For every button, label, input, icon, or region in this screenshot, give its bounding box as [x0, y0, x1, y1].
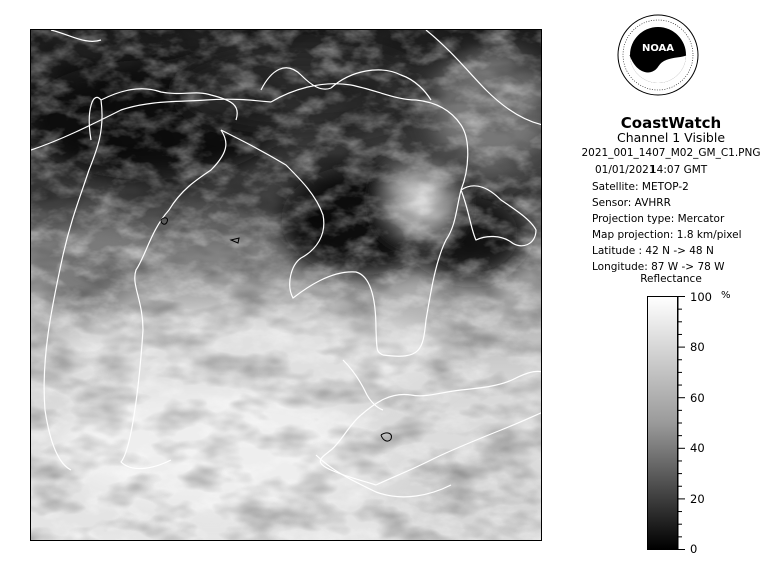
satellite-image	[31, 30, 542, 541]
colorbar-tick-label: 40	[690, 441, 705, 456]
latitude-label: Latitude : 42 N -> 48 N	[592, 245, 714, 257]
longitude-label: Longitude: 87 W -> 78 W	[592, 261, 725, 273]
satellite-label: Satellite: METOP-2	[592, 181, 689, 193]
agency-title: CoastWatch	[620, 114, 722, 132]
colorbar-tick-label: 80	[690, 340, 705, 355]
colorbar-unit: %	[721, 290, 731, 301]
time-label: 14:07 GMT	[650, 164, 708, 176]
colorbar-tick-label: 20	[690, 491, 705, 506]
colorbar-tick-label: 60	[690, 390, 705, 405]
colorbar-title: Reflectance	[640, 273, 702, 285]
colorbar-tick-label: 0	[690, 542, 698, 556]
projection-type-label: Projection type: Mercator	[592, 213, 725, 225]
date-label: 01/01/2021	[595, 164, 656, 176]
noaa-logo-icon	[617, 14, 699, 96]
logo-text: NOAA	[641, 43, 675, 54]
reflectance-colorbar	[647, 296, 678, 550]
colorbar-axis	[678, 296, 686, 550]
colorbar-tick-label: 100	[690, 290, 712, 304]
map-projection-label: Map projection: 1.8 km/pixel	[592, 229, 742, 241]
sensor-label: Sensor: AVHRR	[592, 197, 671, 209]
satellite-image-panel	[30, 29, 542, 541]
channel-label: Channel 1 Visible	[616, 130, 726, 145]
filename-label: 2021_001_1407_M02_GM_C1.PNG	[581, 147, 761, 159]
